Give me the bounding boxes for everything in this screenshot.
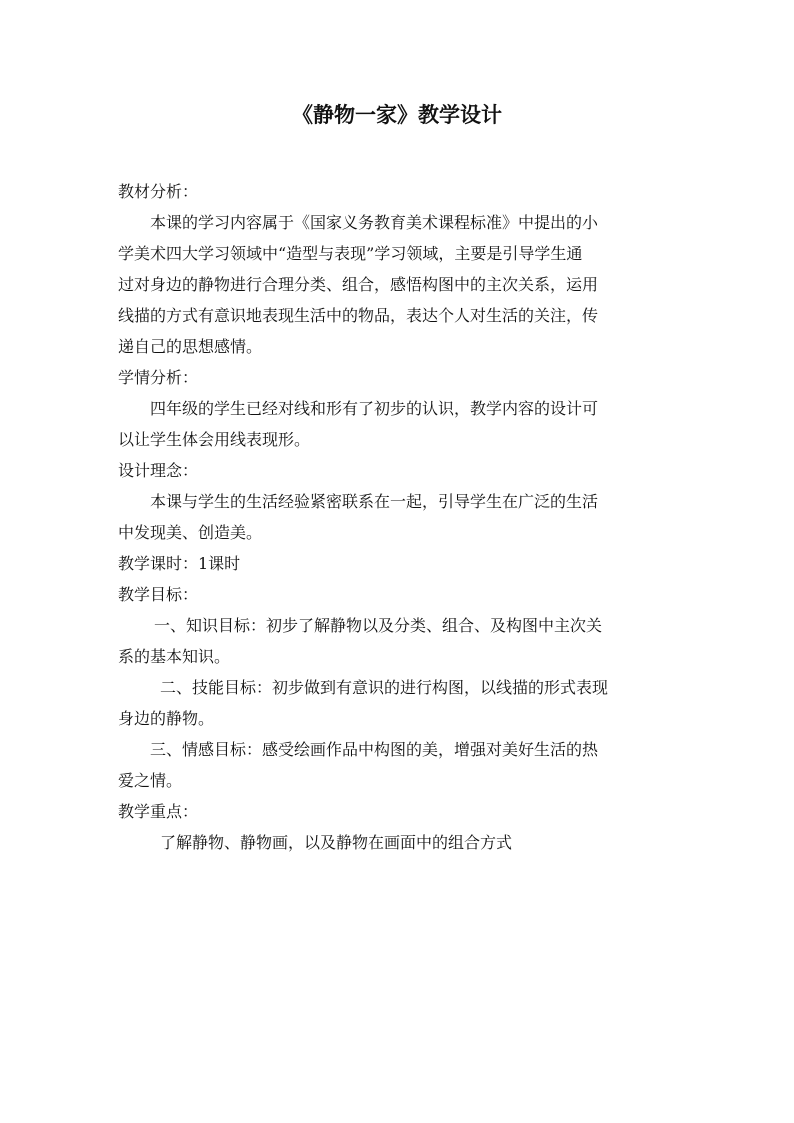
section-heading-teaching-goals: 教学目标： xyxy=(118,585,199,604)
section-heading-learner-analysis: 学情分析： xyxy=(118,368,199,387)
paragraph-line: 爱之情。 xyxy=(118,771,183,790)
paragraph-line: 二、技能目标：初步做到有意识的进行构图，以线描的形式表现 xyxy=(160,678,609,697)
section-heading-teaching-key-points: 教学重点： xyxy=(118,802,199,821)
paragraph-line: 四年级的学生已经对线和形有了初步的认识，教学内容的设计可 xyxy=(150,399,599,418)
paragraph-line: 中发现美、创造美。 xyxy=(118,523,263,542)
section-heading-teaching-material-analysis: 教材分析： xyxy=(118,182,199,201)
paragraph-line: 系的基本知识。 xyxy=(118,647,231,666)
document-title: 《静物一家》教学设计 xyxy=(292,102,502,127)
section-heading-class-hours: 教学课时：1课时 xyxy=(118,554,241,573)
section-heading-design-concept: 设计理念： xyxy=(118,461,199,480)
paragraph-line: 三、情感目标：感受绘画作品中构图的美，增强对美好生活的热 xyxy=(150,740,599,759)
paragraph-line: 以让学生体会用线表现形。 xyxy=(118,430,311,449)
paragraph-line: 本课的学习内容属于《国家义务教育美术课程标准》中提出的小 xyxy=(150,213,599,232)
paragraph-line: 身边的静物。 xyxy=(118,709,215,728)
paragraph-line: 了解静物、静物画，以及静物在画面中的组合方式 xyxy=(160,833,513,852)
paragraph-line: 学美术四大学习领域中“造型与表现”学习领域，主要是引导学生通 xyxy=(118,244,583,263)
paragraph-line: 本课与学生的生活经验紧密联系在一起，引导学生在广泛的生活 xyxy=(150,492,599,511)
paragraph-line: 一、知识目标：初步了解静物以及分类、组合、及构图中主次关 xyxy=(154,616,603,635)
paragraph-line: 过对身边的静物进行合理分类、组合，感悟构图中的主次关系，运用 xyxy=(118,275,599,294)
paragraph-line: 线描的方式有意识地表现生活中的物品，表达个人对生活的关注，传 xyxy=(118,306,599,325)
paragraph-line: 递自己的思想感情。 xyxy=(118,337,263,356)
document-content xyxy=(118,176,683,858)
